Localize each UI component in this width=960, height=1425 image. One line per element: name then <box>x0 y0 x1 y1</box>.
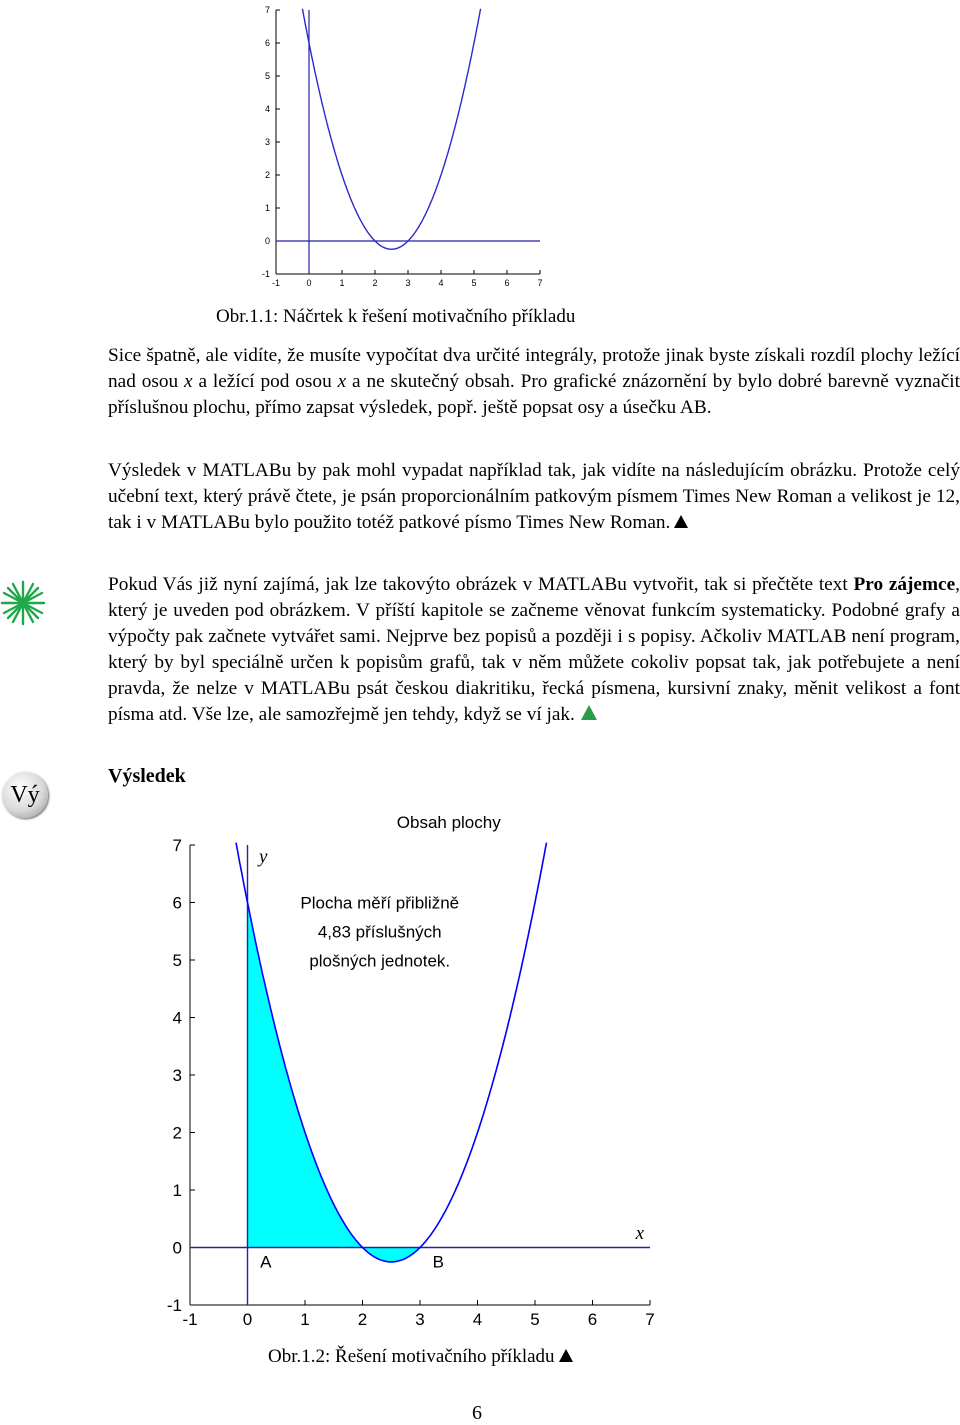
figure2-plot <box>130 805 710 1340</box>
green-star-icon <box>0 580 46 626</box>
fig1-x-tick-label: 0 <box>306 278 312 288</box>
figure1-caption: Obr.1.1: Náčrtek k řešení motivačního příkladu <box>216 306 576 327</box>
result-badge-icon: Vý <box>2 772 48 818</box>
fig2-y-tick-label: 3 <box>172 1066 182 1085</box>
fig2-title: Obsah plochy <box>396 812 501 832</box>
fig2-y-tick-label: -1 <box>166 1296 182 1315</box>
fig1-y-tick-label: 3 <box>264 137 270 147</box>
fig1-y-tick-label: 1 <box>264 203 270 213</box>
paragraph-1 <box>108 343 960 421</box>
p1-italic-x2: x <box>337 371 347 392</box>
fig1-y-tick-label: -1 <box>261 269 270 279</box>
p3-text-b: , který je uveden pod obrázkem. V příští kapitole se začneme věnovat funkcím systematicky. Podobné grafy a výpočty pak začnete vytvářet sami. Nejprve bez popisů a později i s popisy. Ačkoliv MATLAB není program, který by byl speciálně určen k popisům grafů, tak v něm můžete cokoliv popsat tak, jak potřebujete a není pravda, že nelze v MATLABu psát českou diakritiku, řecká písmena, kursivní znaky, měnit velikost a font písma atd. Vše lze, ale samozřejmě jen tehdy, když se ví jak. <box>108 574 960 725</box>
paragraph-2 <box>108 458 960 536</box>
fig1-x-tick-label: 7 <box>537 278 543 288</box>
fig2-y-tick-label: 7 <box>172 836 182 855</box>
page-number: 6 <box>472 1402 482 1424</box>
figure1-plot <box>190 0 640 292</box>
green-triangle-icon <box>581 705 597 720</box>
fig1-x-tick-label: 1 <box>339 278 345 288</box>
fig2-annotation-line: 4,83 příslušných <box>317 922 442 942</box>
p3-text-a: Pokud Vás již nyní zajímá, jak lze takovýto obrázek v MATLABu vytvořit, tak si přečtěte text <box>108 574 854 595</box>
fig2-x-tick-label: 2 <box>357 1310 368 1329</box>
fig1-x-tick-label: 6 <box>504 278 510 288</box>
fig2-y-tick-label: 5 <box>172 951 182 970</box>
fig2-annotation-line: Plocha měří přibližně <box>300 893 460 913</box>
fig2-y-axis-label: y <box>259 846 268 868</box>
fig1-x-tick-label: 4 <box>438 278 444 288</box>
fig1-x-tick-label: 3 <box>405 278 411 288</box>
fig1-y-tick-label: 6 <box>264 38 270 48</box>
figure2-caption-text: Obr.1.2: Řešení motivačního příkladu <box>268 1346 555 1367</box>
fig1-y-tick-label: 7 <box>264 5 270 15</box>
fig2-x-tick-label: 3 <box>415 1310 425 1329</box>
fig2-point-label-a: A <box>260 1252 272 1272</box>
fig1-y-tick-label: 2 <box>264 170 270 180</box>
fig2-x-tick-label: 7 <box>645 1310 655 1329</box>
fig1-x-tick-label: 5 <box>471 278 477 288</box>
fig1-y-tick-label: 4 <box>264 104 270 114</box>
fig2-x-tick-label: 0 <box>242 1310 253 1329</box>
fig2-y-tick-label: 2 <box>172 1123 182 1143</box>
p3-bold-link: Pro zájemce <box>853 574 956 595</box>
figure2-caption <box>268 1346 573 1368</box>
p2-text: Výsledek v MATLABu by pak mohl vypadat například tak, jak vidíte na následujícím obrázku. Protože celý učební text, který právě čtete, je psán proporcionálním patkovým písmem Times New Roman a velikost je 12, tak i v MATLABu bylo použito totéž patkové písmo Times New Roman. <box>108 460 960 533</box>
fig2-y-tick-label: 6 <box>172 893 182 913</box>
section-heading: Výsledek <box>108 765 186 787</box>
fig1-x-tick-label: -1 <box>271 278 281 288</box>
fig2-x-axis-label: x <box>635 1222 645 1244</box>
p1-text-c: a ne skutečný obsah. Pro grafické znázornění by bylo dobré barevně vyznačit příslušnou plochu, přímo zapsat výsledek, popř. ještě popsat osy a úsečku AB. <box>108 371 960 418</box>
p1-text-a: Sice špatně, ale vidíte, že musíte vypočítat dva určité integrály, protože jinak byste získali rozdíl plochy ležící nad osou <box>108 345 960 392</box>
end-marker-triangle-icon <box>674 515 688 528</box>
paragraph-3 <box>108 572 960 728</box>
fig1-y-tick-label: 5 <box>264 71 270 81</box>
fig2-y-tick-label: 1 <box>172 1181 182 1200</box>
fig2-x-tick-label: 1 <box>300 1310 310 1329</box>
end-marker-triangle-icon <box>559 1349 573 1362</box>
p1-text-b: a ležící pod osou <box>192 371 338 392</box>
fig2-y-tick-label: 0 <box>172 1238 182 1258</box>
fig2-x-tick-label: 5 <box>530 1310 540 1329</box>
fig2-annotation-line: plošných jednotek. <box>309 951 451 971</box>
fig1-x-tick-label: 2 <box>372 278 378 288</box>
fig2-y-tick-label: 4 <box>172 1008 182 1028</box>
fig2-x-tick-label: 4 <box>472 1310 483 1329</box>
fig2-x-tick-label: 6 <box>587 1310 598 1329</box>
p1-italic-x1: x <box>184 371 193 392</box>
fig1-parabola-line <box>302 9 480 250</box>
fig2-point-label-b: B <box>432 1252 444 1272</box>
fig2-x-tick-label: -1 <box>182 1310 198 1329</box>
fig1-y-tick-label: 0 <box>264 236 270 246</box>
